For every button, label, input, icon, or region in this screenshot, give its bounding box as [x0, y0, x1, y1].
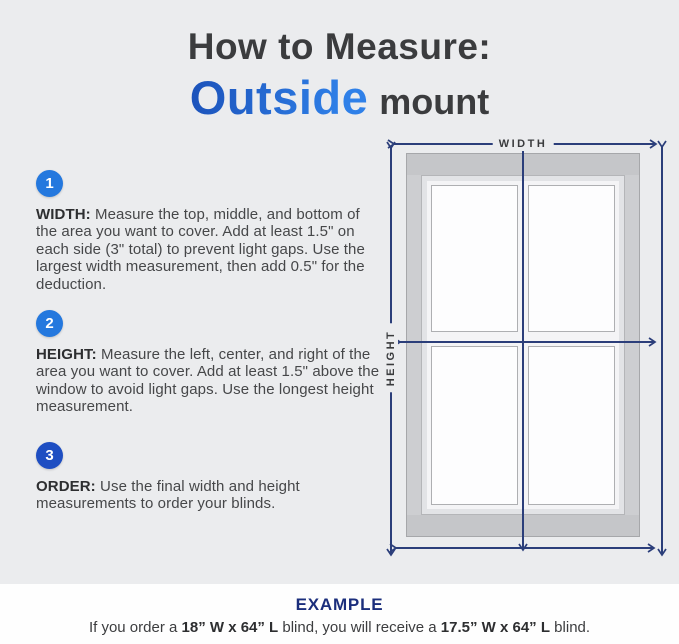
step-3-body: Use the final width and height measurements to order your blinds. — [36, 478, 300, 513]
example-post: blind. — [550, 619, 591, 636]
window-pane-top-left — [431, 185, 518, 332]
step-1-text — [36, 206, 382, 293]
window-head-casing — [407, 154, 639, 175]
height-dimension-label: HEIGHT — [384, 324, 398, 393]
step-1-badge: 1 — [36, 170, 63, 197]
example-heading: EXAMPLE — [295, 595, 384, 614]
step-2-body: Measure the left, center, and right of the area you want to cover. Add at least 1.5" above the window to avoid light gaps. Use the longest height measurement. — [36, 346, 380, 416]
example-mid: blind, you will receive a — [278, 619, 441, 636]
example-pre: If you order a — [88, 619, 182, 636]
title-line1: How to Measure: — [187, 26, 492, 67]
step-3-text — [36, 478, 382, 513]
width-dimension-label: WIDTH — [493, 137, 554, 151]
page-title — [0, 26, 679, 125]
window-measure-diagram — [380, 130, 676, 562]
step-3-badge: 3 — [36, 442, 63, 469]
window-pane-bottom-right — [528, 346, 615, 505]
step-2-label: HEIGHT: — [36, 346, 97, 363]
window-inner-frame — [421, 175, 625, 515]
step-height — [36, 310, 382, 416]
window-pane-top-right — [528, 185, 615, 332]
example-section — [0, 584, 679, 644]
step-width — [36, 170, 382, 293]
window-sill-casing — [407, 515, 639, 536]
title-mount-type: Outside — [189, 71, 369, 124]
step-2-badge: 2 — [36, 310, 63, 337]
step-3-label: ORDER: — [36, 478, 96, 495]
window-panes — [431, 185, 615, 505]
window-frame — [406, 153, 640, 537]
example-ordered-size: 18” W x 64” L — [181, 619, 279, 636]
window-pane-bottom-left — [431, 346, 518, 505]
step-1-label: WIDTH: — [36, 206, 91, 223]
step-2-text — [36, 346, 382, 416]
example-received-size: 17.5” W x 64” L — [440, 619, 551, 636]
step-order — [36, 442, 382, 513]
title-suffix: mount — [379, 81, 490, 122]
title-line2 — [0, 70, 679, 125]
example-body — [0, 619, 679, 636]
window-sash — [427, 181, 619, 509]
step-1-body: Measure the top, middle, and bottom of the area you want to cover. Add at least 1.5" on each side (3" total) to prevent light gaps. Use the largest width measurement, then add 0.5" for the deduction. — [36, 206, 365, 293]
